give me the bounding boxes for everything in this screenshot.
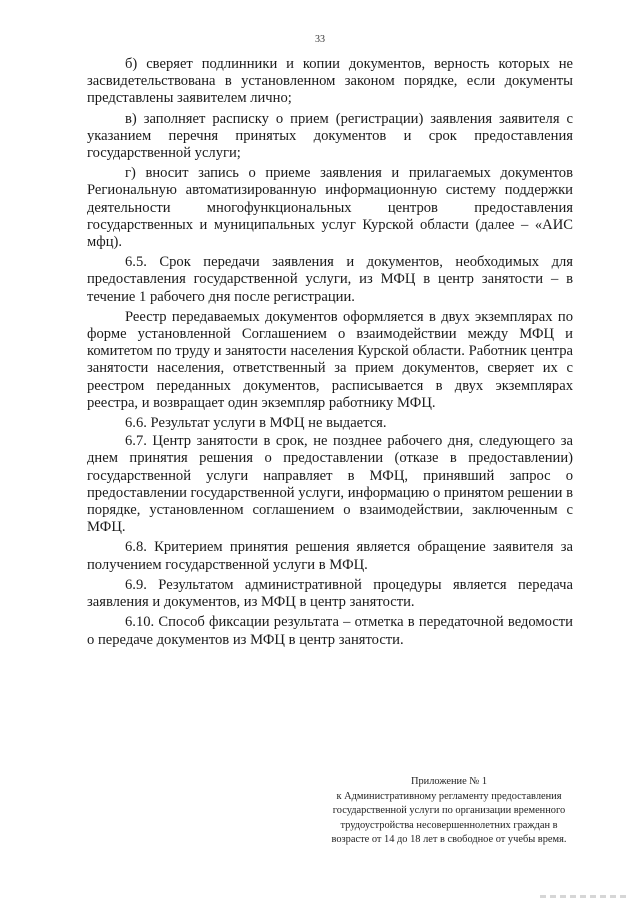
paragraph-6-9: 6.9. Результатом административной процедуры является передача заявления и документов, из МФЦ в центр занятости. [87, 576, 573, 611]
paragraph-6-8: 6.8. Критерием принятия решения является обращение заявителя за получением государственной услуги в МФЦ. [87, 539, 573, 573]
page-number: 33 [315, 34, 325, 45]
paragraph-6-5: 6.5. Срок передачи заявления и документов, необходимых для предоставления государственной услуги, из МФЦ в центр занятости – в течение 1 рабочего дня после регистрации. [87, 254, 573, 305]
appendix-line: государственной услуги по организации временного [332, 805, 566, 817]
appendix-line: к Административному регламенту предоставления [336, 790, 562, 802]
document-body [87, 56, 573, 652]
paragraph-6-10: 6.10. Способ фиксации результата – отметка в передаточной ведомости о передаче документов из МФЦ в центр занятости. [87, 614, 573, 648]
paragraph-v: в) заполняет расписку о прием (регистрации) заявления заявителя с указанием перечня принятых документов и срок предоставления государственной услуги; [87, 110, 573, 162]
scan-artifact [540, 895, 630, 898]
paragraph-registry: Реестр передаваемых документов оформляется в двух экземплярах по форме установленной Соглашением о взаимодействии между МФЦ и комитетом по труду и занятости населения Курской области. Работник центра занятости населения, ответственный за прием документов, сверяет их с реестром переданных документов, расписывается в двух экземплярах реестра, и возвращает один экземпляр работнику МФЦ. [87, 308, 573, 411]
appendix-title: Приложение № 1 [410, 776, 488, 787]
paragraph-6-6: 6.6. Результат услуги в МФЦ не выдается. [125, 415, 387, 432]
appendix-note [318, 775, 580, 848]
paragraph-b: б) сверяет подлинники и копии документов, верность которых не засвидетельствована в установленном законом порядке, если документы представлены заявителем лично; [87, 56, 573, 107]
appendix-line: трудоустройства несовершеннолетних граждан в [340, 819, 558, 831]
paragraph-g: г) вносит запись о приеме заявления и прилагаемых документов Региональную автоматизированную информационную систему поддержки деятельности многофункциональных центров предоставления государственных и муниципальных услуг Курской области (далее – «АИС мфц). [87, 165, 573, 251]
appendix-line: возрасте от 14 до 18 лет в свободное от учебы время. [331, 834, 567, 846]
paragraph-6-7: 6.7. Центр занятости в срок, не позднее рабочего дня, следующего за днем принятия решения о предоставлении (отказе в предоставлении) государственной услуги направляет в МФЦ, принявший запрос о предоставлении государственной услуги, информацию о принятом решении в порядке, установленном соглашением о взаимодействии, заключенным с МФЦ. [87, 433, 573, 536]
